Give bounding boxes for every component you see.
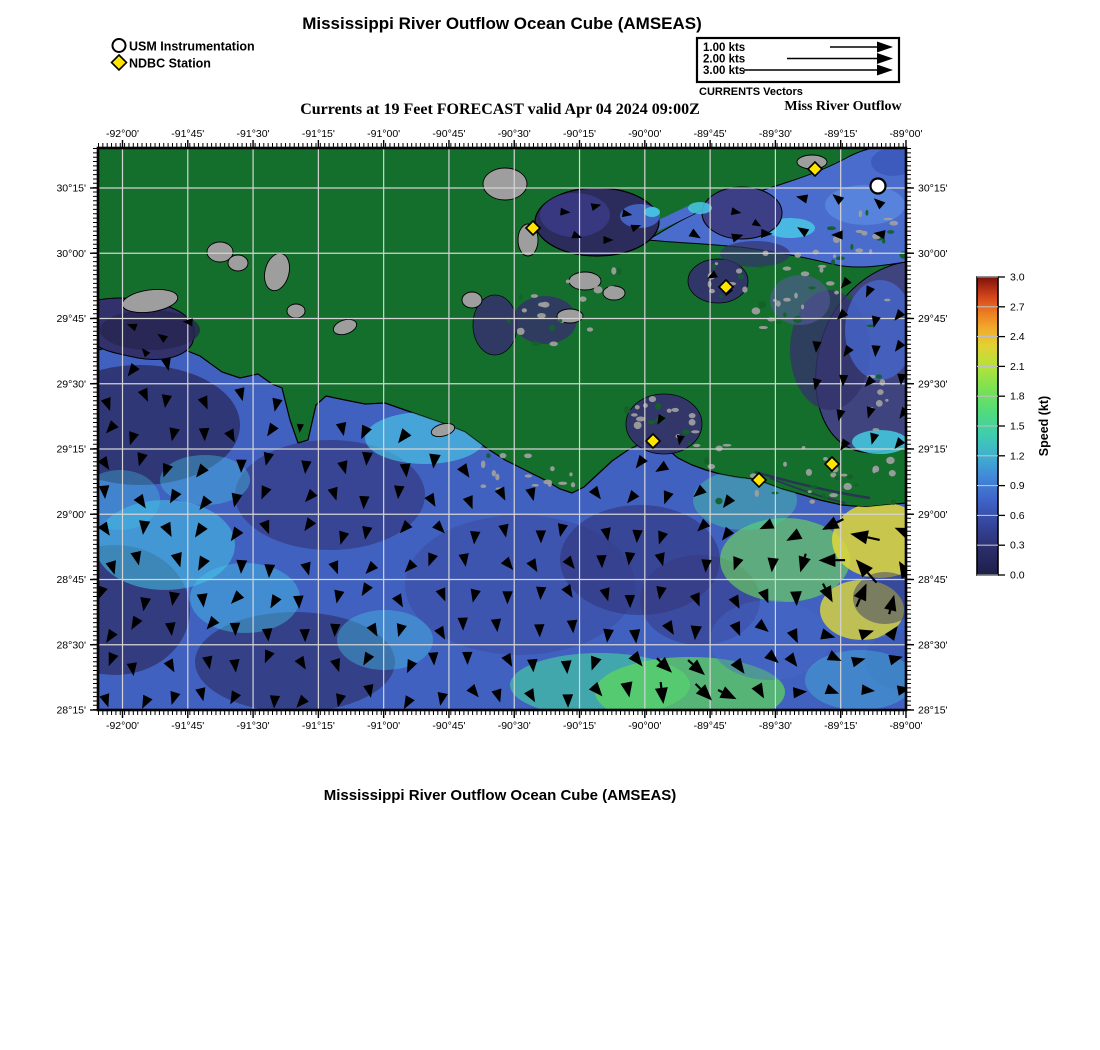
vector-legend-1kt: 1.00 kts [703,42,746,54]
colorbar-tick-label: 2.4 [1010,331,1025,344]
x-tick-label-top: -89°45' [693,128,727,140]
colorbar-tick-label: 0.0 [1010,569,1025,582]
x-tick-label-bottom: -91°15' [301,720,335,732]
colorbar-tick-label: 0.3 [1010,539,1025,552]
y-tick-label-right: 29°15' [918,443,948,456]
usm-circle-icon [113,39,126,52]
y-tick-label-right: 30°15' [918,182,948,195]
colorbar-tick-label: 1.8 [1010,390,1025,403]
ndbc-legend-label: NDBC Station [129,56,211,71]
y-tick-label-left: 30°15' [56,182,86,195]
x-tick-label-top: -90°30' [497,128,531,140]
y-tick-label-left: 29°30' [56,378,86,391]
colorbar-tick-label: 3.0 [1010,271,1025,284]
island [462,292,482,308]
x-tick-label-top: -92°00' [105,128,140,140]
y-tick-label-right: 29°45' [918,313,948,325]
colorbar-tick-label: 2.1 [1010,360,1025,373]
y-tick-label-left: 30°00' [56,247,86,260]
x-tick-label-bottom: -91°30' [236,720,270,732]
x-tick-label-bottom: -90°45' [432,720,466,732]
x-tick-label-bottom: -91°45' [171,720,205,732]
x-tick-label-top: -90°00' [628,128,662,140]
island [228,255,248,271]
x-tick-label-bottom: -89°15' [824,720,858,732]
forecast-subtitle: Currents at 19 Feet FORECAST valid Apr 04 2024 09:00Z [300,101,700,118]
x-tick-label-bottom: -89°00' [889,720,923,732]
y-tick-label-right: 28°15' [918,704,948,717]
figure-title: Mississippi River Outflow Ocean Cube (AMSEAS) [302,14,702,33]
y-tick-label-left: 28°45' [56,574,86,586]
y-tick-label-left: 29°45' [56,313,86,325]
station-legend [112,39,255,71]
island [483,168,527,200]
y-tick-label-left: 28°30' [56,639,86,652]
colorbar-tick-label: 2.7 [1010,301,1025,314]
y-tick-label-left: 28°15' [56,704,86,717]
miss-river-outflow-label: Miss River Outflow [784,99,902,114]
x-tick-label-top: -91°45' [171,128,205,140]
colorbar-tick-label: 1.5 [1010,420,1025,433]
x-tick-label-top: -90°45' [432,128,466,140]
map-area [40,145,945,727]
x-tick-label-bottom: -90°00' [628,720,662,732]
colorbar-tick-label: 0.9 [1010,480,1025,493]
colorbar [977,272,1051,582]
y-tick-label-left: 29°00' [56,508,86,521]
y-tick-label-right: 28°30' [918,639,948,652]
x-tick-label-bottom: -92°00' [105,720,140,732]
vector-legend-caption: CURRENTS Vectors [699,86,803,98]
colorbar-tick-label: 0.6 [1010,509,1025,522]
y-tick-label-right: 29°30' [918,378,948,391]
island [287,304,305,318]
colorbar-title: Speed (kt) [1037,395,1051,457]
x-tick-label-bottom: -89°45' [693,720,727,732]
x-tick-label-top: -89°00' [889,128,923,140]
usm-legend-label: USM Instrumentation [129,39,255,54]
y-tick-label-right: 28°45' [918,574,948,586]
x-tick-label-top: -91°00' [367,128,401,140]
x-tick-label-bottom: -90°30' [497,720,531,732]
x-tick-label-top: -91°15' [301,128,335,140]
x-tick-label-top: -89°15' [824,128,858,140]
ndbc-diamond-icon [112,55,127,70]
x-tick-label-bottom: -89°30' [758,720,792,732]
colorbar-tick-label: 1.2 [1010,450,1025,463]
x-tick-label-top: -90°15' [562,128,597,140]
x-tick-label-top: -91°30' [236,128,270,140]
x-tick-label-bottom: -91°00' [367,720,401,732]
x-tick-label-bottom: -90°15' [562,720,597,732]
vector-legend-2kt: 2.00 kts [703,53,746,66]
usm-station-marker [871,179,886,194]
y-tick-label-right: 29°00' [918,508,948,521]
x-tick-label-top: -89°30' [758,128,792,140]
y-tick-label-left: 29°15' [56,443,86,456]
vector-legend [697,38,899,98]
y-tick-label-right: 30°00' [918,247,948,260]
vector-legend-3kt: 3.00 kts [703,65,746,77]
footer-title: Mississippi River Outflow Ocean Cube (AMSEAS) [323,787,677,804]
